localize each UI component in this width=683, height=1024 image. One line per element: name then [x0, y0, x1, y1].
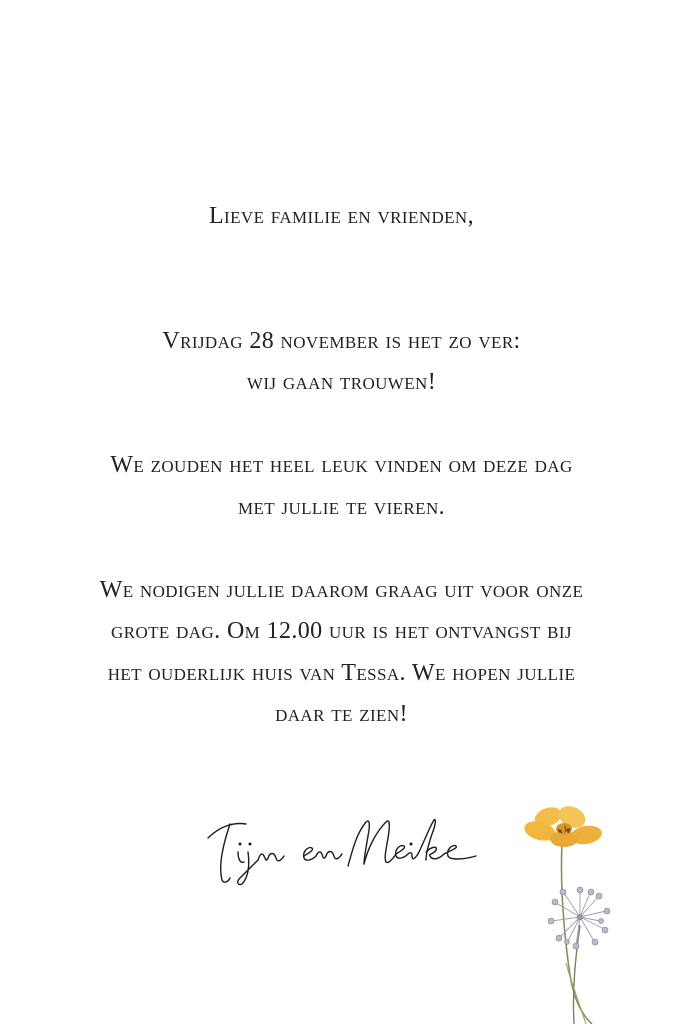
flower-stems: [561, 843, 592, 1024]
flowers-illustration: [510, 795, 640, 1024]
handwritten-signature: [200, 808, 490, 888]
paragraph-1-line-1: Vrijdag 28 november is het zo ver:: [162, 327, 521, 354]
paragraph-2-line-1: We zouden het heel leuk vinden om deze dag: [110, 452, 573, 478]
paragraph-3-line-2: grote dag. Om 12.00 uur is het ontvangst bij: [111, 618, 572, 644]
paragraph-1-line-2: wij gaan trouwen!: [246, 369, 437, 395]
dandelion-flower-icon: [548, 887, 610, 949]
paragraph-spacer: [60, 279, 623, 321]
invitation-text: [60, 196, 623, 736]
paragraph-3-line-4: daar te zien!: [275, 701, 408, 727]
paragraph-spacer: [60, 404, 623, 446]
paragraph-spacer: [60, 238, 623, 280]
pressed-flowers-decoration: [510, 795, 640, 1024]
paragraph-2-line-2: met jullie te vieren.: [237, 493, 446, 520]
paragraph-3-line-3: het ouderlijk huis van Tessa. We hopen jullie: [107, 659, 576, 686]
greeting: Lieve familie en vrienden,: [209, 203, 474, 229]
pressed-yellow-flower-icon: [522, 802, 603, 847]
paragraph-spacer: [60, 528, 623, 570]
paragraph-3-line-1: We nodigen jullie daarom graag uit voor onze: [99, 576, 584, 603]
